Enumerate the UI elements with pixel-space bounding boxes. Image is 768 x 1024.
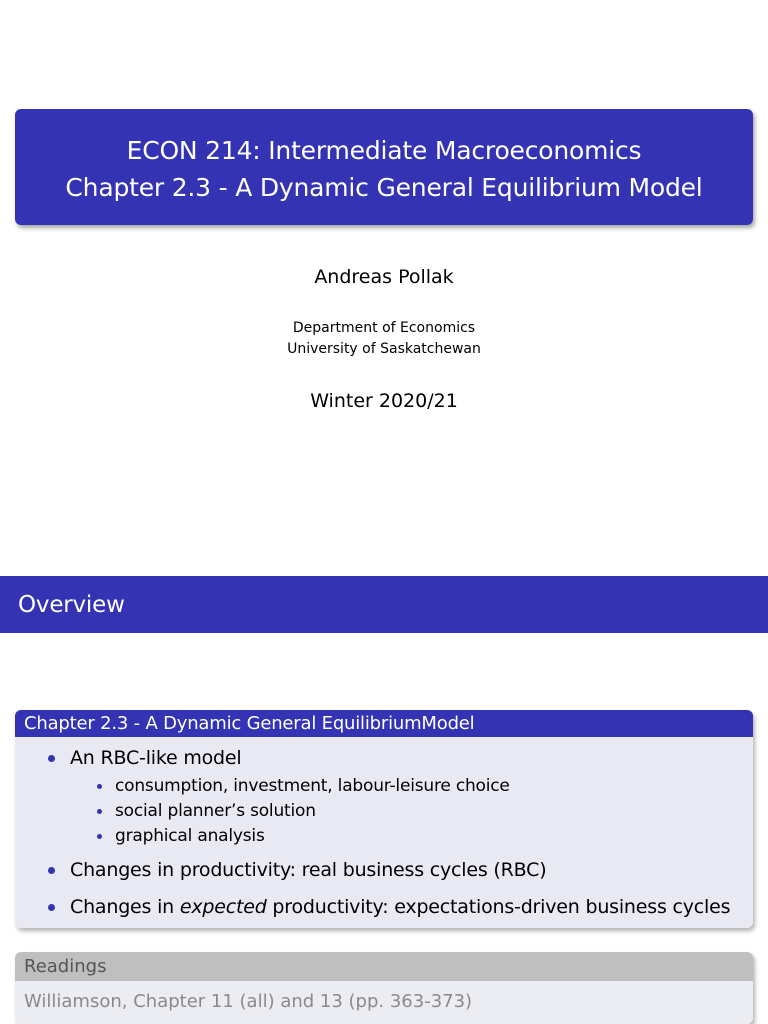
sub-list-item (15, 824, 753, 849)
list-item (15, 892, 753, 923)
sub-list-item-text: consumption, investment, labour-leisure choice (115, 776, 510, 796)
sub-list-item (15, 799, 753, 824)
readings-block-text: Williamson, Chapter 11 (all) and 13 (pp. 363-373) (15, 981, 753, 1024)
list-item-text: Changes in productivity: real business cycles (RBC) (70, 859, 547, 881)
readings-block-title: Readings (15, 952, 753, 981)
list-item (15, 855, 753, 886)
list-item-text-before: Changes in (70, 896, 180, 918)
date: Winter 2020/21 (310, 390, 458, 412)
title-banner (15, 109, 753, 225)
title-line-2: Chapter 2.3 - A Dynamic General Equilibrium Model (65, 173, 703, 202)
frame-title: Overview (0, 576, 768, 633)
sub-list-item-text: graphical analysis (115, 826, 265, 846)
university-name: University of Saskatchewan (287, 341, 481, 357)
overview-slide (0, 576, 768, 1024)
chapter-block (15, 710, 753, 928)
list-item-text-after: productivity: expectations-driven business cycles (266, 896, 731, 918)
title-line-1: ECON 214: Intermediate Macroeconomics (126, 136, 642, 165)
department-name: Department of Economics (292, 320, 476, 336)
bullet-icon (48, 755, 55, 762)
bullet-icon (48, 904, 55, 911)
sub-bullet-icon (97, 809, 102, 814)
list-item (15, 743, 753, 774)
sub-list-item-text: social planner’s solution (115, 801, 316, 821)
chapter-block-title: Chapter 2.3 - A Dynamic General EquilibriumModel (15, 710, 753, 737)
list-item-emphasis: expected (179, 896, 267, 918)
readings-block (15, 952, 753, 1024)
author-name: Andreas Pollak (314, 266, 454, 288)
sub-bullet-icon (97, 784, 102, 789)
bullet-icon (48, 867, 55, 874)
sub-bullet-icon (97, 834, 102, 839)
institute (0, 318, 768, 360)
sub-list-item (15, 774, 753, 799)
chapter-block-body (15, 737, 753, 928)
list-item-text: An RBC-like model (70, 747, 242, 769)
